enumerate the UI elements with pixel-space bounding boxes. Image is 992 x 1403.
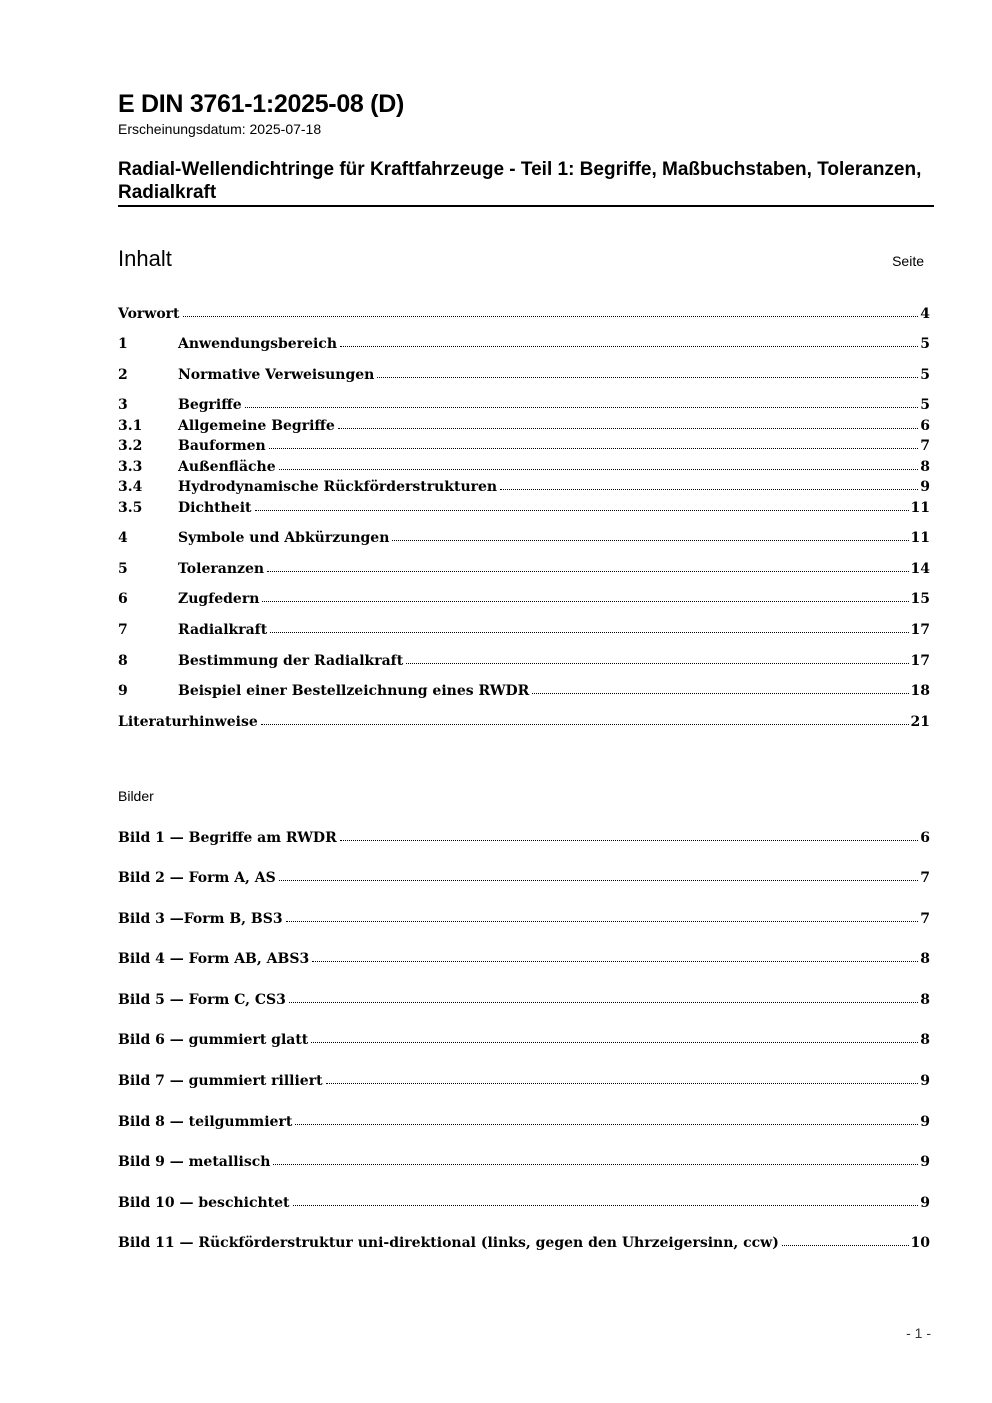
toc-entry-page: 11 (910, 500, 930, 516)
dot-leader (326, 1083, 919, 1084)
figure-entry[interactable] (118, 1230, 930, 1251)
toc-entry-page: 17 (910, 653, 930, 669)
toc-entry-page: 21 (910, 714, 930, 730)
toc-entry[interactable] (118, 413, 930, 434)
toc-entry-label: Bauformen (178, 438, 266, 454)
toc-entry[interactable] (118, 586, 930, 607)
dot-leader (377, 377, 918, 378)
dot-leader (279, 469, 919, 470)
dot-leader (262, 601, 908, 602)
figure-entry[interactable] (118, 825, 930, 846)
figure-entry-label: Bild 8 — teilgummiert (118, 1114, 293, 1130)
toc-entry-number: 6 (118, 591, 128, 607)
toc-entry[interactable] (118, 525, 930, 546)
toc-entry-number: 8 (118, 653, 128, 669)
figure-entry-label: Bild 7 — gummiert rilliert (118, 1073, 323, 1089)
page-number: - 1 - (906, 1325, 931, 1341)
figure-entry[interactable] (118, 1068, 930, 1089)
toc-entry-page: 5 (920, 336, 930, 352)
figure-entry-label: Bild 4 — Form AB, ABS3 (118, 951, 310, 967)
toc-entry-page: 5 (920, 397, 930, 413)
page-column-label: Seite (892, 253, 924, 269)
toc-entry-number: 3.3 (118, 459, 143, 475)
toc-entry-label: Hydrodynamische Rückförderstrukturen (178, 479, 498, 495)
toc-heading: Inhalt (118, 246, 172, 271)
figure-entry[interactable] (118, 1027, 930, 1048)
toc-entry-number: 1 (118, 336, 128, 352)
toc-entry-label: Anwendungsbereich (178, 336, 337, 352)
figure-entry[interactable] (118, 865, 930, 886)
document-title: Radial-Wellendichtringe für Kraftfahrzeuge - Teil 1: Begriffe, Maßbuchstaben, Toleranzen, Radialkraft (118, 159, 922, 203)
toc-entry-label: Beispiel einer Bestellzeichnung eines RWDR (178, 683, 530, 699)
toc-entry-number: 7 (118, 622, 128, 638)
figure-entry-label: Bild 6 — gummiert glatt (118, 1032, 309, 1048)
figure-entry-page: 10 (910, 1235, 930, 1251)
toc-entry[interactable] (118, 617, 930, 638)
toc-entry-page: 9 (920, 479, 930, 495)
toc-entry-page: 17 (910, 622, 930, 638)
dot-leader (273, 1164, 918, 1165)
toc-entry[interactable] (118, 709, 930, 730)
dot-leader (289, 1002, 918, 1003)
figure-entry-label: Bild 2 — Form A, AS (118, 870, 276, 886)
toc-entry-page: 15 (910, 591, 930, 607)
toc-entry[interactable] (118, 331, 930, 352)
toc-entry-page: 18 (910, 683, 930, 699)
toc-entry[interactable] (118, 301, 930, 322)
toc-entry-number: 4 (118, 530, 128, 546)
dot-leader (338, 428, 918, 429)
figure-entry-label: Bild 1 — Begriffe am RWDR (118, 830, 337, 846)
figure-entry-label: Bild 5 — Form C, CS3 (118, 992, 286, 1008)
dot-leader (406, 663, 908, 664)
toc-entry-label: Toleranzen (178, 561, 265, 577)
dot-leader (782, 1245, 909, 1246)
toc-entry-number: 2 (118, 367, 128, 383)
toc-entry-label: Allgemeine Begriffe (178, 418, 335, 434)
toc-entry-label: Begriffe (178, 397, 242, 413)
dot-leader (340, 840, 919, 841)
figure-entry-page: 6 (920, 830, 930, 846)
toc-entry[interactable] (118, 392, 930, 413)
toc-entry-number: 3.1 (118, 418, 143, 434)
figures-heading: Bilder (118, 788, 154, 804)
document-id: E DIN 3761-1:2025-08 (D) (118, 90, 404, 118)
dot-leader (183, 316, 919, 317)
figure-entry-page: 8 (920, 992, 930, 1008)
figure-entry-page: 7 (920, 870, 930, 886)
toc-entry[interactable] (118, 556, 930, 577)
figure-entry-label: Bild 11 — Rückförderstruktur uni-direktional (links, gegen den Uhrzeigersinn, ccw) (118, 1235, 779, 1251)
figure-entry-page: 8 (920, 951, 930, 967)
toc-entry[interactable] (118, 495, 930, 516)
toc-entry-label: Bestimmung der Radialkraft (178, 653, 404, 669)
figure-entry-page: 9 (920, 1114, 930, 1130)
figure-entry-page: 9 (920, 1073, 930, 1089)
figure-entry[interactable] (118, 946, 930, 967)
dot-leader (295, 1124, 918, 1125)
dot-leader (293, 1205, 919, 1206)
toc-entry[interactable] (118, 648, 930, 669)
dot-leader (392, 540, 908, 541)
toc-entry-page: 11 (910, 530, 930, 546)
toc-entry-number: 5 (118, 561, 128, 577)
dot-leader (312, 961, 918, 962)
toc-entry-label: Vorwort (118, 306, 180, 322)
dot-leader (500, 489, 918, 490)
dot-leader (255, 510, 909, 511)
toc-entry-label: Dichtheit (178, 500, 252, 516)
toc-entry-page: 5 (920, 367, 930, 383)
dot-leader (279, 880, 918, 881)
toc-entry[interactable] (118, 678, 930, 699)
toc-entry-number: 3.4 (118, 479, 143, 495)
figure-entry-page: 9 (920, 1195, 930, 1211)
figure-entry[interactable] (118, 987, 930, 1008)
toc-entry-page: 6 (920, 418, 930, 434)
toc-entry-page: 14 (910, 561, 930, 577)
toc-entry-number: 3.2 (118, 438, 143, 454)
toc-entry[interactable] (118, 433, 930, 454)
dot-leader (270, 632, 908, 633)
toc-entry-label: Symbole und Abkürzungen (178, 530, 390, 546)
figure-entry-label: Bild 3 —Form B, BS3 (118, 911, 283, 927)
dot-leader (269, 448, 919, 449)
toc-entry-number: 3.5 (118, 500, 143, 516)
toc-entry-page: 7 (920, 438, 930, 454)
toc-entry-page: 4 (920, 306, 930, 322)
toc-entry-page: 8 (920, 459, 930, 475)
toc-entry-number: 9 (118, 683, 128, 699)
dot-leader (286, 921, 919, 922)
dot-leader (311, 1042, 918, 1043)
figure-entry[interactable] (118, 906, 930, 927)
dot-leader (261, 724, 909, 725)
toc-entry[interactable] (118, 454, 930, 475)
toc-entry-label: Radialkraft (178, 622, 268, 638)
title-rule (118, 205, 934, 207)
figure-entry[interactable] (118, 1149, 930, 1170)
figure-entry[interactable] (118, 1190, 930, 1211)
toc-entry[interactable] (118, 362, 930, 383)
toc-entry-label: Zugfedern (178, 591, 260, 607)
figure-entry-label: Bild 9 — metallisch (118, 1154, 271, 1170)
dot-leader (532, 693, 908, 694)
publication-date: Erscheinungsdatum: 2025-07-18 (118, 121, 322, 137)
figure-entry-label: Bild 10 — beschichtet (118, 1195, 290, 1211)
figure-entry-page: 7 (920, 911, 930, 927)
figure-entry[interactable] (118, 1109, 930, 1130)
toc-entry-label: Literaturhinweise (118, 714, 258, 730)
toc-entry-number: 3 (118, 397, 128, 413)
figure-entry-page: 8 (920, 1032, 930, 1048)
dot-leader (245, 407, 919, 408)
toc-entry-label: Außenfläche (178, 459, 276, 475)
dot-leader (340, 346, 918, 347)
toc-entry[interactable] (118, 474, 930, 495)
dot-leader (267, 571, 908, 572)
figure-entry-page: 9 (920, 1154, 930, 1170)
toc-entry-label: Normative Verweisungen (178, 367, 375, 383)
